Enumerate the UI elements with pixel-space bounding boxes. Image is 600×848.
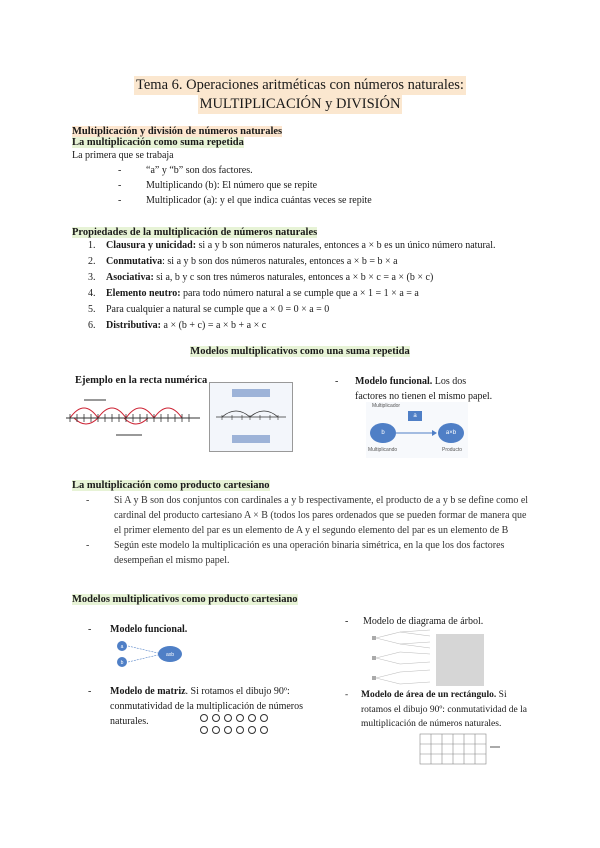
models2-heading: Modelos multiplicativos como producto cartesiano	[72, 594, 298, 605]
tree-diagram-figure	[370, 628, 490, 688]
cartesian-list	[86, 493, 532, 568]
functional-model-2-label: Modelo funcional.	[110, 624, 188, 635]
multiplicand-node: b	[370, 423, 396, 443]
jump-arc	[124, 418, 148, 424]
cartesian-heading: La multiplicación como producto cartesiano	[72, 480, 270, 491]
properties-heading: Propiedades de la multiplicación de números naturales	[72, 227, 318, 238]
area-model: - Modelo de área de un rectángulo. Si rotamos el dibujo 90º: conmutatividad de la multiplicación de números naturales.	[345, 690, 527, 729]
title-line-2: MULTIPLICACIÓN y DIVISIÓN	[199, 96, 401, 112]
models2-heading-wrap	[72, 594, 298, 605]
functional-diagram-2	[110, 638, 190, 670]
box-bottom-bar	[232, 435, 270, 443]
section1-intro: La primera que se trabaja	[72, 150, 174, 161]
functional-model-1: - Modelo funcional. Los dos factores no tienen el mismo papel.	[335, 376, 493, 402]
property-item: 2. Conmutativa: si a y b son dos números naturales, entonces a × b = b × a	[88, 256, 398, 267]
list-item: - Según este modelo la multiplicación es una operación binaria simétrica, en la que los dos factores desempeñan el mismo papel.	[86, 538, 532, 568]
area-grid-figure	[418, 732, 508, 768]
properties-list	[88, 238, 562, 334]
number-line-figure	[64, 392, 204, 442]
functional-diagram: Multiplicador a b a×b Multiplicando Producto	[366, 402, 468, 458]
list-item: - Si A y B son dos conjuntos con cardinales a y b respectivamente, el producto de a y b se define como el cardinal del producto cartesiano A × B (todos los pares ordenados que se pueden formar de manera que el primer elemento del par es un elemento de A y el segundo elemento del par es un elemento de B	[86, 493, 532, 538]
list-item: - “a” y “b” son dos factores.	[118, 163, 532, 178]
node-b-label: b	[120, 660, 124, 666]
functional-model-text: Los dos factores no tienen el mismo papel.	[355, 376, 493, 402]
matrix-model-text: . Si rotamos el dibujo 90º: conmutatividad de la multiplicación de números naturales.	[110, 686, 304, 727]
models1-heading: Modelos multiplicativos como una suma repetida	[190, 346, 410, 357]
section-suma-repetida	[72, 126, 532, 208]
caption-smudge	[116, 434, 142, 436]
example-label: Ejemplo en la recta numérica	[75, 375, 208, 386]
property-item: 3. Asociativa: si a, b y c son tres números naturales, entonces a × b × c = a × (b × c)	[88, 272, 434, 283]
jump-arc	[74, 418, 98, 424]
node-a-label: a	[120, 644, 124, 650]
tree-watermark-block	[436, 634, 484, 686]
box-top-bar	[232, 389, 270, 397]
factor-list	[118, 163, 532, 208]
functional-model-label: Modelo funcional.	[355, 376, 433, 387]
property-item: 4. Elemento neutro: para todo número natural a se cumple que a × 1 = 1 × a = a	[88, 288, 419, 299]
page-title	[0, 76, 600, 114]
property-item: 5. Para cualquier a natural se cumple que a × 0 = 0 × a = 0	[88, 304, 330, 315]
matrix-model: - Modelo de matriz. Si rotamos el dibujo 90º: conmutatividad de la multiplicación de números naturales.	[88, 686, 304, 727]
models1-heading-wrap	[0, 346, 600, 357]
list-item: - Multiplicando (b): El número que se repite	[118, 178, 532, 193]
section1-heading: Multiplicación y división de números naturales	[72, 126, 283, 137]
matrix-dots	[198, 712, 270, 736]
multiplier-box: a	[408, 411, 422, 421]
number-line-box	[209, 382, 293, 452]
property-item: 1. Clausura y unicidad: si a y b son números naturales, entonces a × b es un único número natural.	[88, 240, 496, 251]
node-axb-label: axb	[165, 652, 175, 658]
area-model-label: Modelo de área de un rectángulo.	[361, 690, 497, 700]
functional-model-2: - Modelo funcional.	[88, 624, 188, 635]
property-item: 6. Distributiva: a × (b + c) = a × b + a × c	[88, 320, 267, 331]
arrow-icon	[396, 428, 438, 438]
list-item: - Multiplicador (a): y el que indica cuántas veces se repite	[118, 193, 532, 208]
box-number-line	[214, 403, 288, 427]
section-cartesiano	[72, 480, 532, 568]
tree-model-label: Modelo de diagrama de árbol.	[363, 616, 484, 627]
section1-subheading: La multiplicación como suma repetida	[72, 137, 244, 148]
matrix-model-label: Modelo de matriz	[110, 686, 186, 697]
area-model-text: Si rotamos el dibujo 90º: conmutatividad de la multiplicación de números naturales.	[361, 690, 527, 729]
tree-model: - Modelo de diagrama de árbol.	[345, 616, 484, 627]
section-propiedades	[72, 227, 562, 334]
caption-smudge	[84, 399, 106, 401]
product-node: a×b	[438, 423, 464, 443]
title-line-1: Tema 6. Operaciones aritméticas con números naturales:	[136, 77, 464, 93]
